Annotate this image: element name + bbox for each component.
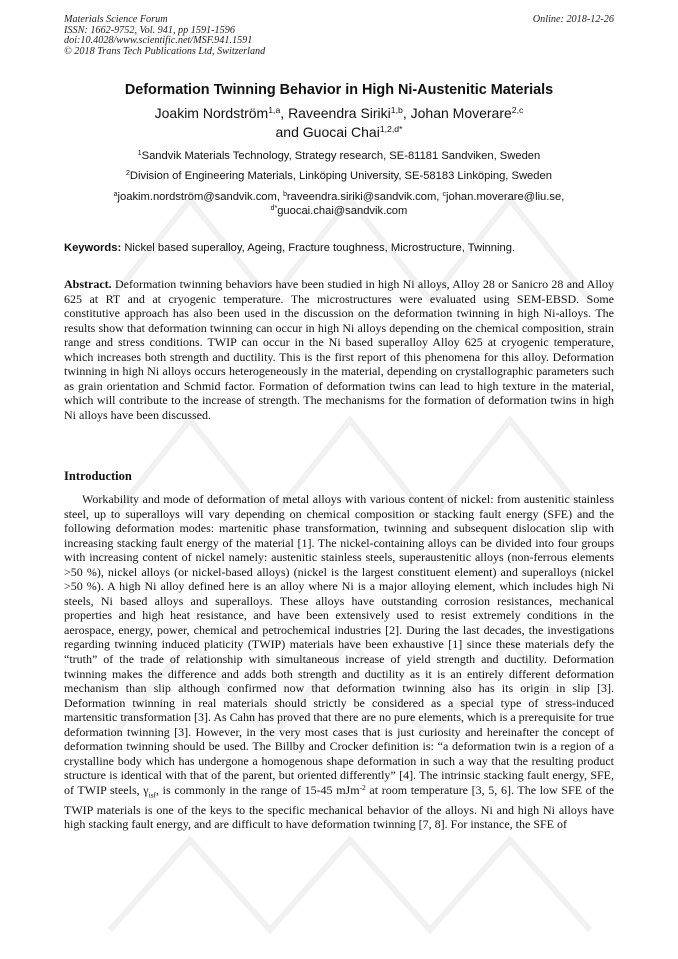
email-list: [64, 190, 614, 218]
author-name: Johan Moverare: [410, 105, 512, 121]
intro-text-2: , is commonly in the range of 15-45 mJm: [156, 782, 360, 797]
keywords-label: Keywords:: [64, 242, 122, 254]
email-line-2: [64, 204, 614, 218]
affiliation-text: Sandvik Materials Technology, Strategy research, SE-81181 Sandviken, Sweden: [141, 150, 541, 162]
introduction-paragraph: [64, 492, 614, 832]
keywords-text: Nickel based superalloy, Ageing, Fracture toughness, Microstructure, Twinning.: [124, 242, 516, 254]
author-affil-sup: 1,a: [268, 105, 281, 116]
journal-name: Materials Science Forum: [64, 14, 168, 25]
journal-header: [64, 15, 384, 57]
affiliation-1: [64, 149, 614, 163]
affiliation-text: Division of Engineering Materials, Linköping University, SE-58183 Linköping, Sweden: [129, 170, 552, 182]
author-name: Raveendra Siriki: [288, 105, 391, 121]
paper-title: Deformation Twinning Behavior in High Ni-Austenitic Materials: [124, 82, 554, 98]
author-name: Joakim Nordström: [154, 105, 269, 121]
author-line-2: [64, 123, 614, 142]
affiliation-number: 2: [126, 170, 130, 178]
abstract-text: Deformation twinning behaviors have been studied in high Ni alloys, Alloy 28 or Sanicro 28 and Alloy 625 at RT and at cryogenic temperature. The microstructures were evaluated using SEM-EBSD. Some constitutive approach has also been used in the discussion on the deformation twinning in high Ni-alloys. The results show that deformation twinning can occur in high Ni alloys depending on the chemical composition, strain range and stress conditions. TWIP can occur in the Ni based superalloy Alloy 625 at cryogenic temperature, which increases both strength and ductility. This is the first report of this phenomena for this alloy. Deformation twinning in high Ni alloys occurs heterogeneously in the material, depending on crystallographic parameters such as grain orientation and Schmid factor. Formation of deformation twins can lead to high texture in the material, which will contribute to the increase of strength. The mechanisms for the formation of deformation twins in high Ni alloys have been discussed.: [64, 277, 615, 422]
abstract: [64, 277, 614, 422]
keywords: [64, 241, 614, 255]
issn-line: ISSN: 1662-9752, Vol. 941, pp 1591-1596: [64, 24, 235, 36]
online-date: Online: 2018-12-26: [532, 14, 614, 25]
affiliation-2: [64, 169, 614, 183]
email-link[interactable]: raveendra.siriki@sandvik.com,: [286, 191, 440, 203]
author-conjunction: and: [275, 124, 299, 140]
email-sup: a: [113, 191, 118, 199]
doi-line: doi:10.4028/www.scientific.net/MSF.941.1591: [64, 35, 253, 47]
unit-exponent: -2: [359, 782, 366, 792]
email-sup: c: [442, 191, 446, 199]
email-link[interactable]: joakim.nordström@sandvik.com,: [117, 191, 280, 203]
author-line-1: Joakim Nordström$^{1,a}$, Raveendra Siriki$^{1,b}$, Johan Moverare$^{2,c}$: [154, 105, 524, 121]
gamma-subscript: isf: [148, 790, 157, 800]
author-affil-sup: 1,2,d*: [379, 124, 403, 135]
intro-text-1: Workability and mode of deformation of metal alloys with various content of nickel: from austenitic stainless steel, up to superalloys will vary depending on chemical composition or stacking fault energy (SFE) and the following deformation modes: martenitic phase transformation, twinning and subsequent dislocation slip with increasing stacking fault energy of the material [1]. The nickel-containing alloys can be divided into four groups with increasing content of nickel namely: austenitic stainless steels, superaustenitic alloys (non-ferrous elements >50 %), nickel alloys (or nickel-based alloys) (nickel is the largest constituent element) and superalloys (nickel >50 %). A high Ni alloy defined here is an alloy where Ni is a major alloying element, which includes high Ni steels, Ni based alloys and superalloys. These alloys have outstanding corrosion resistances, mechanical properties and high heat resistance, and have been extensively used to resist extremely conditions in the aerospace, energy, power, chemical and petrochemical industries [2]. During the last decades, the investigations regarding twinning induced platicity (TWIP) materials have been exhaustive [1] since these materials defy the “truth” of the trade of relationship with simultaneous increase of yield strength and ductility. Deformation twinning makes the difference and adds both strength and ductility as it is an entirely different deformation mechanism than slip although confirmed now that deformation twinning also has its origin in slip [3]. Deformation twinning in real materials should strictly be considered as a special type of stress-induced martensitic transformation [3]. As Cahn has proved that there are no pure elements, which is a prerequisite for true deformation twinning [3]. However, in the very most cases that is just curiosity and hereinafter the concept of deformation twinning should be used. The Billby and Crocker definition is: “a deformation twin is a region of a crystalline body which has undergone a homogenous shape deformation in such a way that the resulting product structure is identical with that of the parent, but oriented differently” [4]. The intrinsic stacking fault energy, SFE, of TWIP steels,: [64, 492, 614, 797]
section-heading-introduction: Introduction: [64, 469, 132, 483]
email-sup: d*: [270, 205, 278, 213]
email-line-1: [64, 190, 614, 204]
gamma-symbol: γ: [143, 782, 149, 797]
copyright-line: © 2018 Trans Tech Publications Ltd, Switzerland: [64, 45, 266, 57]
affiliation-number: 1: [137, 150, 142, 158]
author-affil-sup: 1,b: [390, 105, 403, 116]
author-name: Guocai Chai: [302, 124, 380, 140]
intro-text-3: at room temperature [3, 5, 6]. The low SFE of the TWIP materials is one of the keys to the specific mechanical behavior of the alloys. Ni and high Ni alloys have high stacking fault energy, and are difficult to have deformation twinning [7, 8]. For instance, the SFE of: [64, 782, 614, 832]
email-link[interactable]: guocai.chai@sandvik.com: [277, 205, 408, 217]
email-link[interactable]: johan.moverare@liu.se,: [446, 191, 565, 203]
author-affil-sup: 2,c: [511, 105, 524, 116]
abstract-label: Abstract.: [64, 277, 112, 291]
author-list: [64, 104, 614, 142]
email-sup: b: [283, 191, 287, 199]
